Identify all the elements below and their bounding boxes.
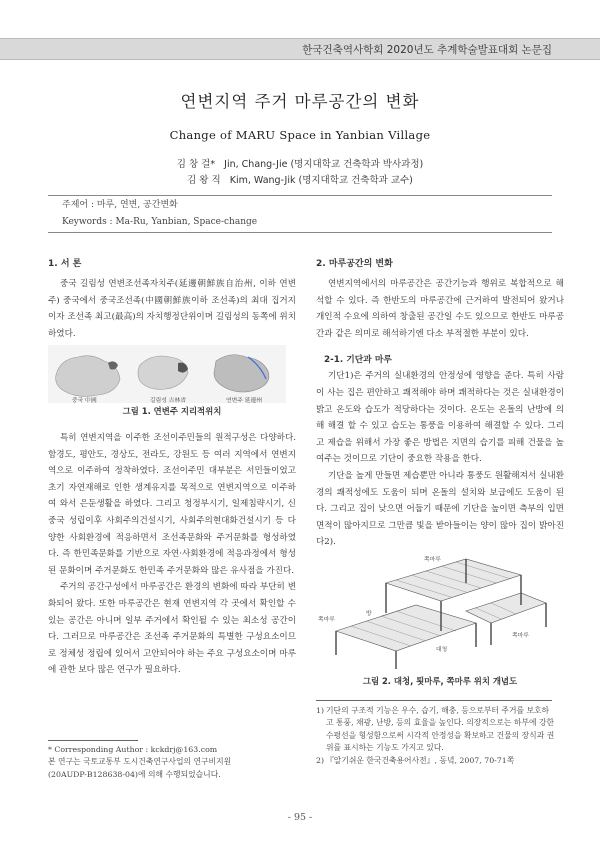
title-english: Change of MARU Space in Yanbian Village bbox=[169, 128, 431, 142]
author-1-detail: Jin, Chang-Jie (명지대학교 건축학과 박사과정) bbox=[224, 159, 424, 170]
author-1 bbox=[0, 156, 600, 170]
footnotes-right bbox=[316, 705, 556, 767]
section-1-paragraph-2: 특히 연변지역을 이주한 조선이주민들의 원적구성은 다양하다. 함경도, 평안도, 경상도, 전라도, 강원도 등 여러 지역에서 연변지역으로 이주하여 정착하였다. 조선이주민 대부분은 서민들이었고 초기 자연재해로 인한 생계유지를 목적으로 연변지역으로 이주하여 와서 은둔생활을 하였다. 그리고 청정부시기, 일제침략시기, 신중국 성립이후 사회주의건설시기, 사회주의현대화건설시기 등 다양한 사회환경에 적응하면서 조선족문화와 주거문화를 형성하였다. 즉 한민족문화를 기반으로 자연·사회환경에 적응과정에서 형성된 문화이며 주거문화도 한민족 주거문화와 많은 유사점을 가진다. bbox=[48, 433, 296, 576]
journal-name: 한국건축역사학회 2020년도 추계학술발표대회 논문집 bbox=[302, 44, 552, 56]
section-2-paragraph-3: 기단을 높게 만들면 제습뿐만 아니라 통풍도 원활해져서 실내환경의 쾌적성에도 도움이 되며 온돌의 설치와 보급에도 도움이 된다. 그리고 집이 낮으면 어둡기 때문에 기단을 높이면 측부의 입면 면적이 많아지므로 그만큼 빛을 받아들이는 양이 많아 집이 밝아진다2). bbox=[316, 470, 564, 548]
left-column-intro bbox=[48, 255, 296, 342]
footnote-rule-right bbox=[316, 700, 552, 701]
map-label-jilin: 길림성 吉林省 bbox=[150, 398, 187, 403]
journal-header-bar bbox=[0, 38, 600, 60]
diagram-label-daecheong: 대청 bbox=[436, 647, 448, 653]
footnote-rule-left bbox=[48, 740, 138, 741]
section-1-paragraph-3: 주거의 공간구성에서 마루공간은 환경의 변화에 따라 부단히 변화되어 왔다. 또한 마루공간은 현재 연변지역 각 곳에서 확인할 수 있는 공간은 아니며 일부 주거에서 확인될 수 있는 최소성 공간이다. 그러므로 마루공간은 조선족 주거문화의 특별한 구성요소이므로 정체성 정립에 있어서 고안되어야 하는 주요 구성요소이며 마루에 관한 보다 많은 연구가 필요하다. bbox=[48, 582, 296, 676]
footnote-2-text: 『알기쉬운 한국건축용어사전』, 동녘, 2007, 70-71쪽 bbox=[326, 755, 515, 765]
diagram-label-room: 방 bbox=[366, 611, 372, 617]
page-number: - 95 - bbox=[287, 812, 313, 823]
figure-2-caption: 그림 2. 대청, 툇마루, 쪽마루 위치 개념도 bbox=[362, 676, 518, 686]
diagram-label-jjokmaru-left: 쪽마루 bbox=[318, 617, 335, 623]
footnote-2 bbox=[316, 755, 556, 767]
section-1-paragraph-1: 중국 길림성 연변조선족자치주(延邊朝鮮族自治州, 이하 연변주) 중국에서 중국조선족(中國朝鮮族이하 조선족)의 최대 집거지이자 조선족 최고(最高)의 자치행정단위이며 길림성의 동쪽에 위치하였다. bbox=[48, 279, 296, 339]
section-2-paragraph-1: 연변지역에서의 마루공간은 공간기능과 행위로 복합적으로 해석할 수 있다. 즉 한반도의 마루공간에 근거하여 발전되어 왔거나 개인적 수요에 의하여 창출된 공간일 수도 있으므로 한반도 마루공간과 같은 의미로 해석하기엔 다소 부적절한 부분이 있다. bbox=[316, 279, 564, 339]
maru-right-platform bbox=[466, 593, 546, 623]
footnote-funding-2: (20AUDP-B128638-04)에 의해 수행되었습니다. bbox=[48, 769, 221, 779]
author-2 bbox=[0, 172, 600, 186]
title-korean: 연변지역 주거 마루공간의 변화 bbox=[180, 92, 420, 111]
author-2-detail: Kim, Wang-Jik (명지대학교 건축학과 교수) bbox=[229, 175, 413, 186]
map-label-yanbian: 연변주 延邊州 bbox=[226, 398, 263, 403]
right-column-body bbox=[316, 255, 564, 551]
footnote-funding-1: 본 연구는 국토교통부 도시건축연구사업의 연구비지원 bbox=[48, 757, 232, 767]
footnote-1 bbox=[316, 705, 556, 755]
keywords-korean: 주제어 : 마루, 연변, 공간변화 bbox=[62, 200, 178, 210]
author-1-name: 김 창 걸* bbox=[176, 159, 216, 170]
keywords-english: Keywords : Ma-Ru, Yanbian, Space-change bbox=[62, 217, 258, 227]
figure-1-caption: 그림 1. 연변주 지리적위치 bbox=[122, 406, 222, 416]
maru-upper-platform bbox=[386, 559, 521, 601]
section-2-1-heading: 2-1. 기단과 마루 bbox=[324, 355, 392, 366]
section-1-heading: 1. 서 론 bbox=[48, 259, 82, 269]
footnote-1-number: 1) bbox=[316, 706, 325, 715]
keywords-box bbox=[48, 195, 552, 233]
left-column-body bbox=[48, 430, 296, 679]
map-label-china: 중국 中國 bbox=[72, 398, 97, 403]
footnote-1-text: 기단의 구조적 기능은 우수, 습기, 해충, 등으로부터 주거를 보호하고 통풍, 채광, 난방, 등의 효율을 높인다. 의장적으로는 하부에 강한 수평선을 형성함으로써 시각적 안정성을 확보하고 건물의 장식과 권위를 표시하는 기능도 가지고 있다. bbox=[326, 706, 555, 753]
footnote-corresponding: * Corresponding Author : kckdrj@163.com bbox=[48, 745, 218, 754]
diagram-label-jjokmaru-right: 쪽마루 bbox=[512, 633, 529, 639]
footnote-2-number: 2) bbox=[316, 755, 325, 765]
author-2-name: 김 왕 직 bbox=[187, 175, 221, 186]
figure-1-map bbox=[48, 345, 286, 403]
diagram-label-jjokmaru-top: 쪽마루 bbox=[424, 557, 441, 563]
section-2-paragraph-2: 기단1)은 주거의 실내환경의 안정성에 영향을 준다. 특히 사람이 사는 집은 편안하고 쾌적해야 하며 쾌적하다는 것은 실내환경이 밝고 온도와 습도가 적당하다는 것이다. 온도는 온돌의 난방에 의해 해결 할 수 있고 습도는 통풍을 이용하여 해결할 수 있다. 그리고 제습을 위해서 가장 좋은 방법은 지면의 습기를 피해 건물을 높여주는 것이므로 기단이 중요한 작용을 한다. bbox=[316, 371, 564, 465]
footnotes-left bbox=[48, 744, 296, 781]
section-2-heading: 2. 마루공간의 변화 bbox=[316, 259, 393, 269]
figure-2-maru-diagram bbox=[316, 553, 552, 671]
